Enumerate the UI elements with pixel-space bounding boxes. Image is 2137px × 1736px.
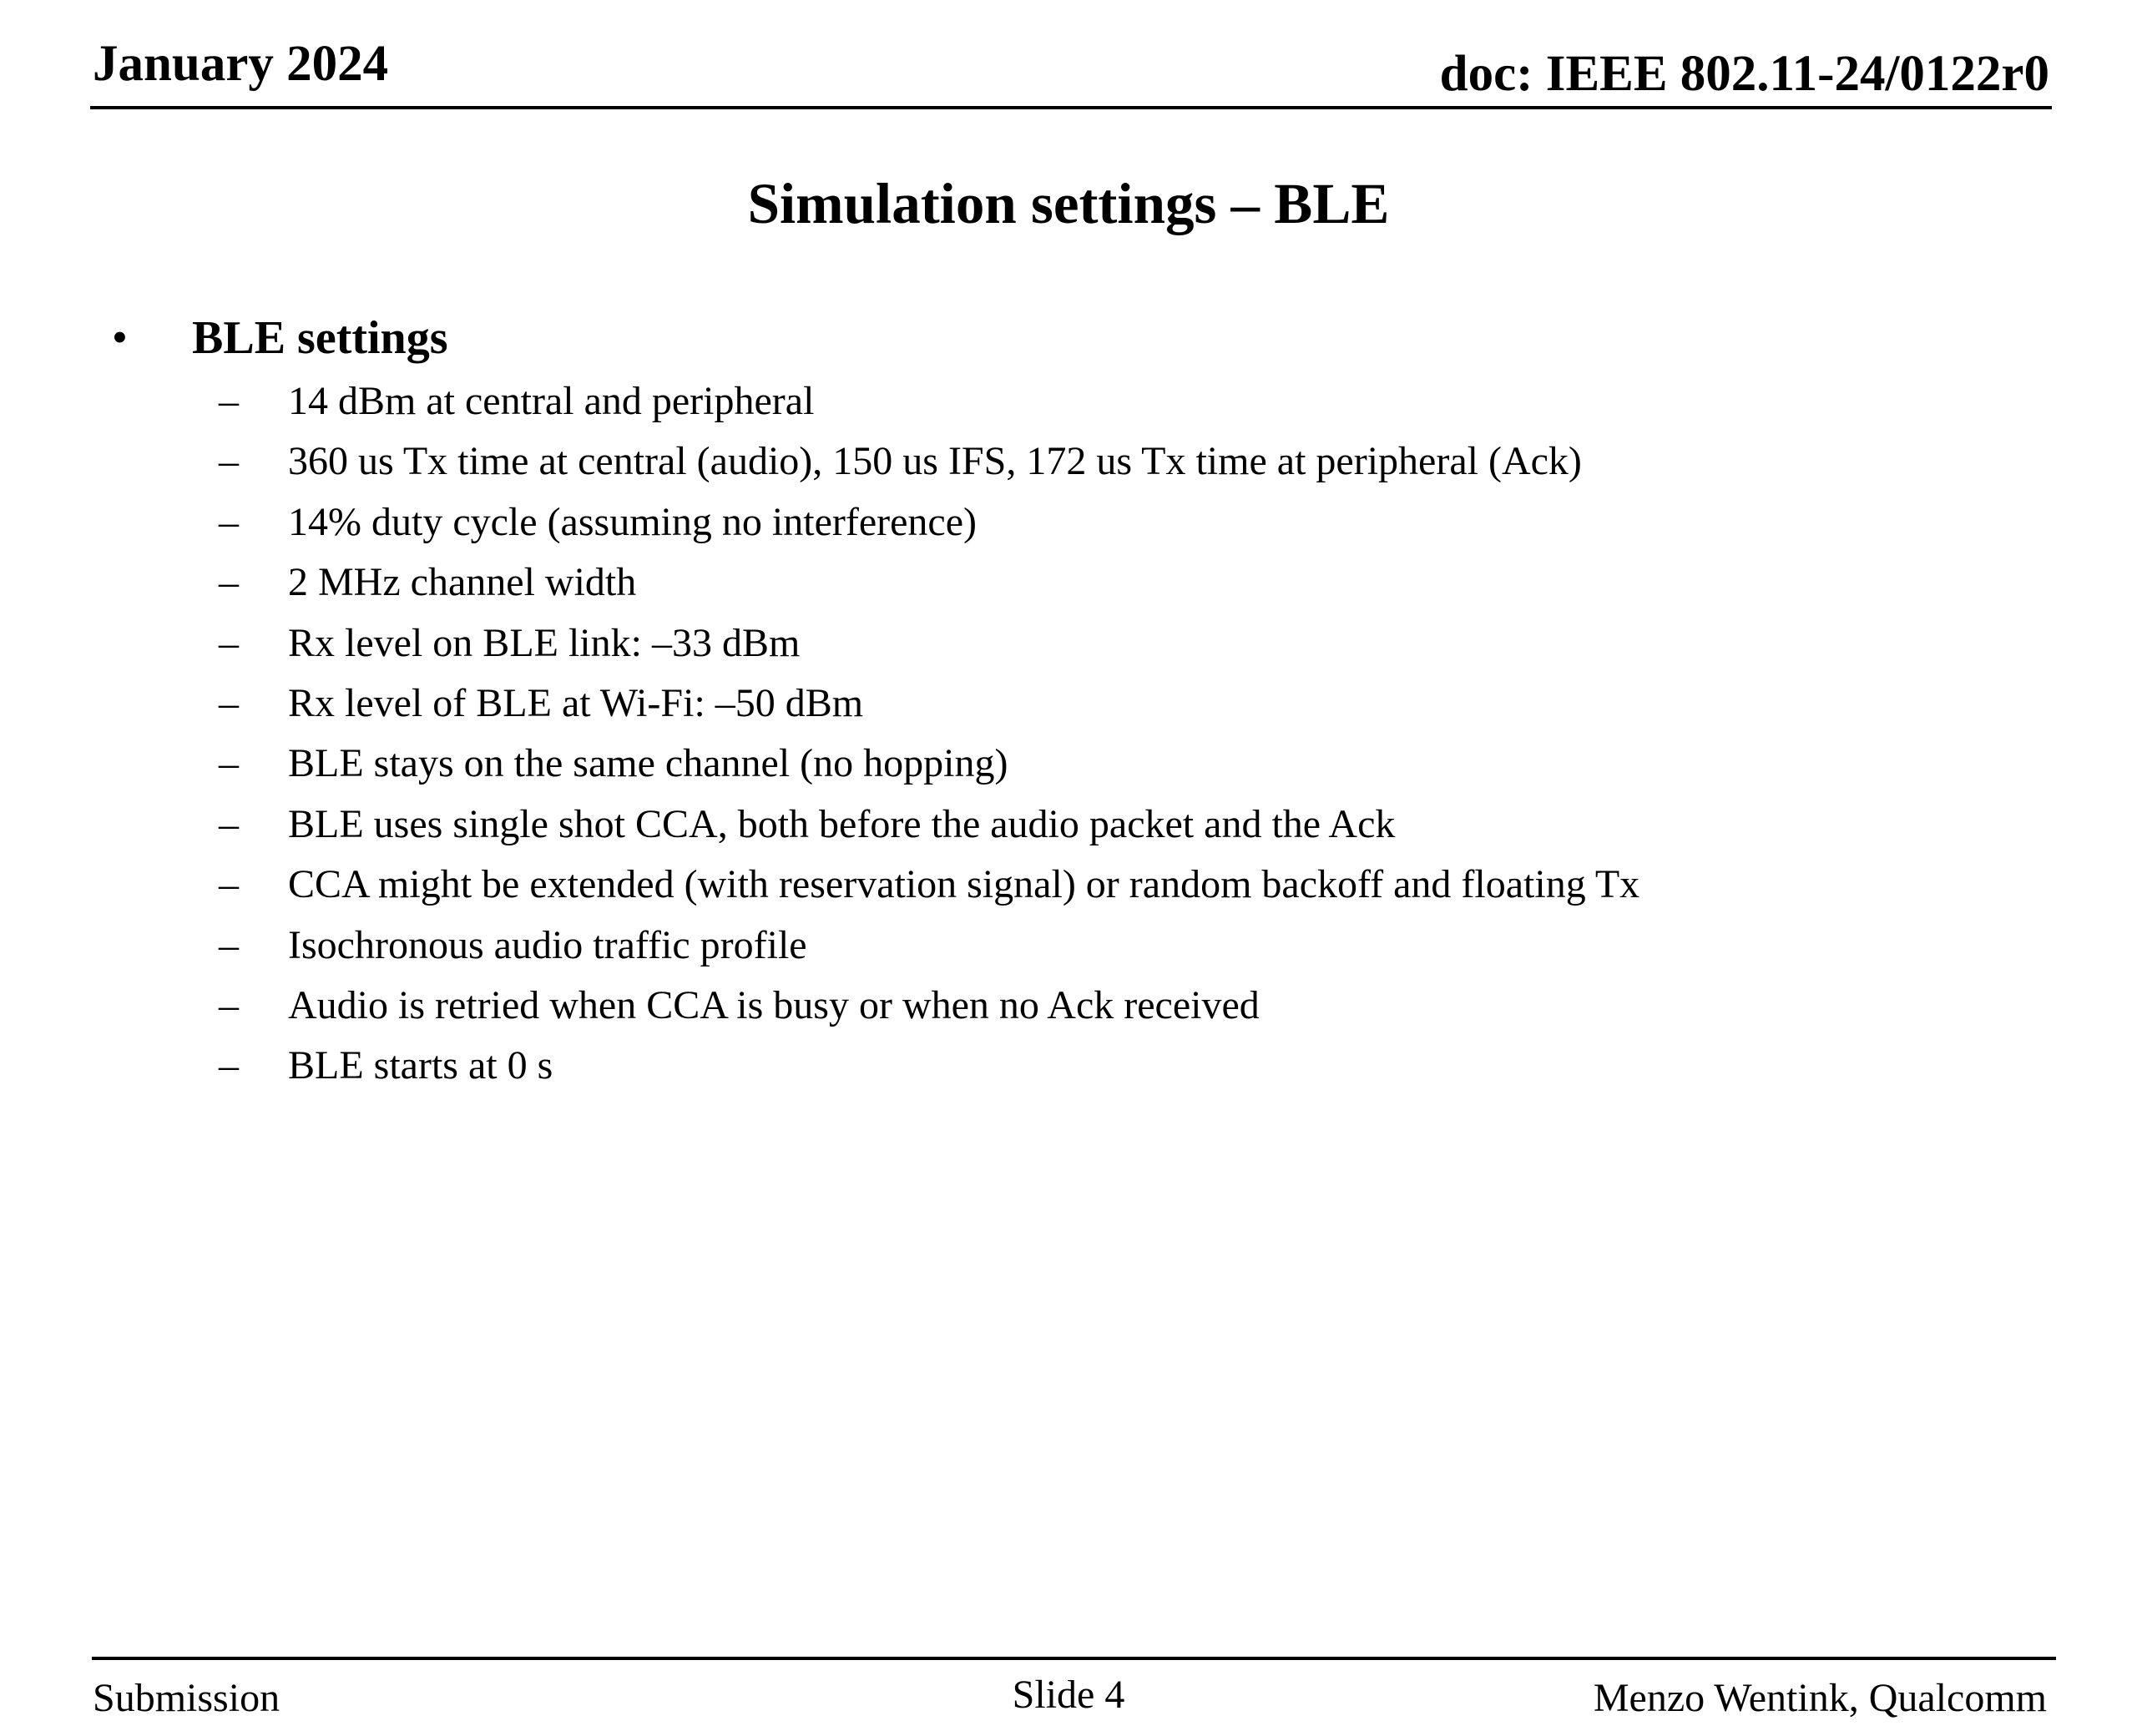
sub-bullet-text: 2 MHz channel width (288, 560, 637, 605)
sub-bullet-text: BLE stays on the same channel (no hopping) (288, 741, 1008, 786)
dash-marker: – (219, 801, 239, 846)
sub-bullet-text: Audio is retried when CCA is busy or when no Ack received (288, 982, 1260, 1027)
sub-bullet-item (0, 924, 2137, 984)
header-divider (90, 106, 2052, 109)
sub-bullet-text: Rx level on BLE link: –33 dBm (288, 620, 801, 665)
dash-marker: – (219, 680, 239, 725)
dash-marker: – (219, 620, 239, 665)
sub-bullet-item (0, 682, 2137, 742)
bullet-marker: • (112, 312, 128, 362)
dash-marker: – (219, 560, 239, 605)
footer-divider (92, 1657, 2056, 1660)
sub-bullet-item (0, 1044, 2137, 1104)
sub-bullet-text: CCA might be extended (with reservation signal) or random backoff and floating Tx (288, 862, 1640, 907)
dash-marker: – (219, 862, 239, 907)
sub-bullet-text: BLE starts at 0 s (288, 1043, 553, 1088)
header-date: January 2024 (93, 36, 389, 92)
sub-bullet-text: Isochronous audio traffic profile (288, 922, 807, 967)
sub-bullet-item (0, 742, 2137, 802)
bullet-heading: BLE settings (192, 312, 448, 364)
footer-slide-number: Slide 4 (1012, 1673, 1125, 1717)
sub-bullet-list (0, 380, 2137, 1105)
dash-marker: – (219, 379, 239, 423)
sub-bullet-text: 14 dBm at central and peripheral (288, 379, 815, 423)
dash-marker: – (219, 1043, 239, 1088)
dash-marker: – (219, 499, 239, 544)
footer-author: Menzo Wentink, Qualcomm (1593, 1676, 2047, 1720)
sub-bullet-text: 360 us Tx time at central (audio), 150 us IFS, 172 us Tx time at peripheral (Ack) (288, 439, 1582, 484)
slide-title: Simulation settings – BLE (747, 172, 1390, 235)
sub-bullet-item (0, 622, 2137, 682)
sub-bullet-text: Rx level of BLE at Wi-Fi: –50 dBm (288, 680, 864, 725)
sub-bullet-item (0, 863, 2137, 923)
sub-bullet-text: BLE uses single shot CCA, both before the audio packet and the Ack (288, 801, 1396, 846)
footer-submission: Submission (93, 1676, 280, 1720)
dash-marker: – (219, 741, 239, 786)
header-doc-id: doc: IEEE 802.11-24/0122r0 (1439, 46, 2049, 102)
dash-marker: – (219, 922, 239, 967)
sub-bullet-text: 14% duty cycle (assuming no interference) (288, 499, 978, 544)
sub-bullet-item (0, 501, 2137, 561)
sub-bullet-item (0, 984, 2137, 1044)
sub-bullet-item (0, 561, 2137, 621)
dash-marker: – (219, 982, 239, 1027)
sub-bullet-item (0, 380, 2137, 440)
dash-marker: – (219, 439, 239, 484)
sub-bullet-item (0, 440, 2137, 500)
bullet-ble-settings (0, 313, 2137, 371)
sub-bullet-item (0, 803, 2137, 863)
